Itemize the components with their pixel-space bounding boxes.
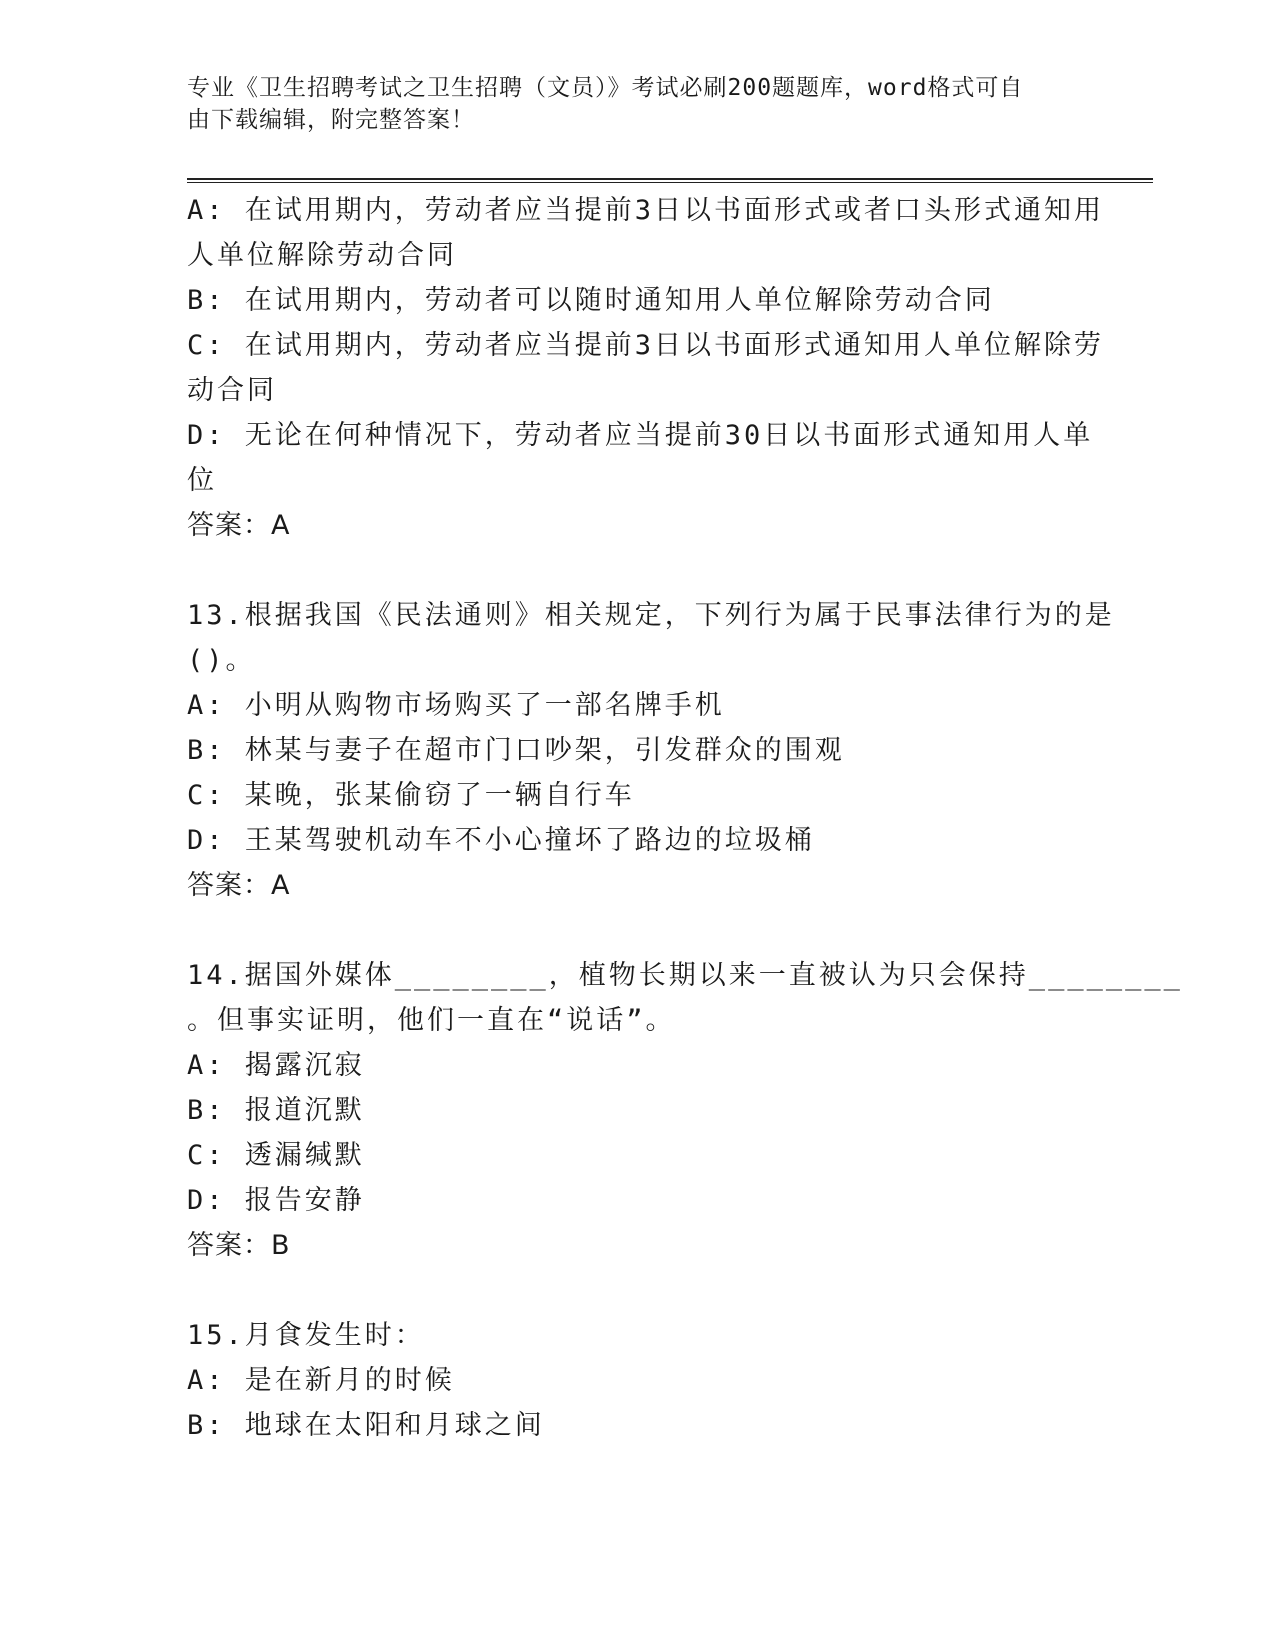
q14-option-d: D: 报告安静: [187, 1185, 365, 1216]
q12-option-a-line-1: A: 在试用期内，劳动者应当提前3日以书面形式或者口头形式通知用: [187, 195, 1105, 226]
q12-answer: 答案：A: [187, 510, 291, 541]
header-line-2: 由下载编辑，附完整答案！: [187, 107, 475, 133]
q13-option-b: B: 林某与妻子在超市门口吵架，引发群众的围观: [187, 735, 845, 766]
q15-stem: 15.月食发生时：: [187, 1320, 425, 1351]
q14-stem-line-1: 14.据国外媒体________，植物长期以来一直被认为只会保持________: [187, 960, 1183, 991]
question-14: [187, 953, 1183, 1268]
header-line-1: 专业《卫生招聘考试之卫生招聘（文员）》考试必刷200题题库，word格式可自: [187, 75, 1024, 101]
spacer: [187, 548, 1067, 593]
q14-option-b: B: 报道沉默: [187, 1095, 365, 1126]
q12-option-c-line-2: 动合同: [187, 375, 277, 406]
question-13: [187, 593, 1115, 908]
question-list: [187, 188, 1183, 1448]
q12-option-a-line-2: 人单位解除劳动合同: [187, 240, 457, 271]
q12-option-d-line-2: 位: [187, 465, 217, 496]
q12-option-b: B: 在试用期内，劳动者可以随时通知用人单位解除劳动合同: [187, 285, 995, 316]
q13-stem-line-2: ()。: [187, 645, 256, 676]
document-header: [187, 72, 1067, 136]
q12-option-d-line-1: D: 无论在何种情况下，劳动者应当提前30日以书面形式通知用人单: [187, 420, 1094, 451]
q13-option-c: C: 某晚，张某偷窃了一辆自行车: [187, 780, 635, 811]
spacer: [187, 908, 1067, 953]
q15-option-b: B: 地球在太阳和月球之间: [187, 1410, 545, 1441]
q14-option-c: C: 透漏缄默: [187, 1140, 365, 1171]
q13-answer: 答案：A: [187, 870, 291, 901]
spacer: [187, 1268, 1067, 1313]
q15-option-a: A: 是在新月的时候: [187, 1365, 455, 1396]
q13-option-d: D: 王某驾驶机动车不小心撞坏了路边的垃圾桶: [187, 825, 815, 856]
q14-stem-line-2: 。但事实证明，他们一直在“说话”。: [187, 1005, 676, 1036]
q12-option-c-line-1: C: 在试用期内，劳动者应当提前3日以书面形式通知用人单位解除劳: [187, 330, 1105, 361]
q14-option-a: A: 揭露沉寂: [187, 1050, 365, 1081]
q13-option-a: A: 小明从购物市场购买了一部名牌手机: [187, 690, 725, 721]
header-divider: [187, 178, 1153, 183]
q14-answer: 答案：B: [187, 1230, 291, 1261]
question-15: [187, 1313, 1067, 1448]
q13-stem-line-1: 13.根据我国《民法通则》相关规定，下列行为属于民事法律行为的是: [187, 600, 1115, 631]
question-12: [187, 188, 1105, 548]
